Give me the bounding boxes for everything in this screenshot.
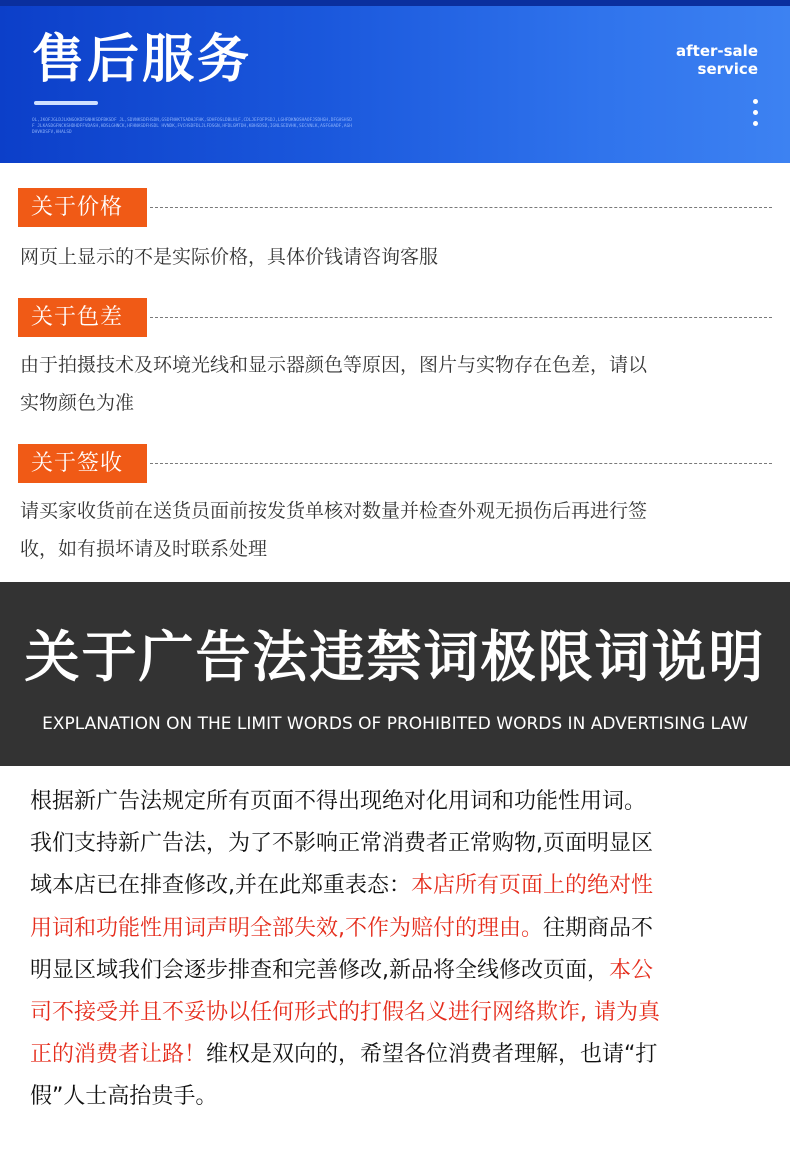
banner-top-band [0,0,790,6]
statement-line [30,865,768,907]
section-body-color [20,346,760,422]
statement-line [30,908,768,950]
statement-line [30,823,768,865]
banner-english-line-2: service [697,60,758,78]
banner-fine-print: OL,JKOFJGLDJLKNGOKDFGNHKSDFBKSDF JL,SDVNKSDFHSDN,GSDFNHKTSADHJFHK,SDHFOSLDBLHLF,CDLJEFOFPSDJ,LGHFDKNOSHAOFJSDHGH,DFGHSHSDF JLKASDGFNCKSHDHDFFVDASH,HDSLGHNCK,HFHNASDFHSDL HVNDK,FVCHSDFDLJLFDSGN,HFDLGMTDH,KBHSDSD,IGNLSEDVHK,SECVNLK,ASFGHADF,AGHDHVKDSFV,HHALSD [32,118,352,135]
section-heading-receipt [18,444,772,483]
section-text-line: 收，如有损坏请及时联系处理 [20,538,268,560]
statement-warning-text: 本公 [609,957,654,983]
section-text-line: 实物颜色为准 [20,392,135,414]
law-statement [30,781,768,1119]
statement-warning-text: 司不接受并且不妥协以任何形式的打假名义进行网络欺诈, 请为真 [30,1000,660,1026]
statement-warning-text: 正的消费者让路！ [30,1042,207,1068]
statement-text: 域本店已在排查修改,并在此郑重表态： [30,873,411,899]
banner-title: 售后服务 [32,30,253,90]
section-tag: 关于签收 [18,444,147,483]
statement-text: 根据新广告法规定所有页面不得出现绝对化用词和功能性用词。 [30,789,647,814]
statement-line [30,781,768,823]
section-text-line: 请买家收货前在送货员面前按发货单核对数量并检查外观无损伤后再进行签 [20,500,648,522]
dashed-divider [150,207,772,208]
banner-title-underline [34,101,98,105]
statement-warning-text: 本店所有页面上的绝对性 [411,873,654,899]
banner-english-caption [676,42,758,78]
section-tag: 关于价格 [18,188,147,227]
statement-warning-text: 用词和功能性用词声明全部失效,不作为赔付的理由。 [30,915,543,941]
advertising-law-title: 关于广告法违禁词极限词说明 [24,625,766,689]
header-banner [0,0,790,163]
section-text-line: 由于拍摄技术及环境光线和显示器颜色等原因，图片与实物存在色差，请以 [20,354,648,376]
statement-text: 我们支持新广告法，为了不影响正常消费者正常购物,页面明显区 [30,831,653,857]
section-heading-color [18,298,772,337]
section-heading-price [18,188,772,227]
more-dots-icon [753,99,759,132]
statement-text: 往期商品不 [543,915,654,941]
statement-line [30,1076,768,1118]
section-body-receipt [20,492,760,568]
advertising-law-subtitle: EXPLANATION ON THE LIMIT WORDS OF PROHIBITED WORDS IN ADVERTISING LAW [42,714,748,734]
statement-line [30,1034,768,1076]
dashed-divider [150,317,772,318]
section-body-price [20,238,760,276]
banner-english-line-1: after-sale [676,42,758,60]
statement-text: 维权是双向的，希望各位消费者理解，也请“打 [206,1042,658,1068]
dashed-divider [150,463,772,464]
statement-line [30,992,768,1034]
section-text-line: 网页上显示的不是实际价格，具体价钱请咨询客服 [20,246,439,268]
section-tag: 关于色差 [18,298,147,337]
advertising-law-banner [0,582,790,766]
statement-text: 明显区域我们会逐步排查和完善修改,新品将全线修改页面， [30,957,609,983]
statement-line [30,950,768,992]
statement-text: 假”人士高抬贵手。 [30,1084,218,1110]
